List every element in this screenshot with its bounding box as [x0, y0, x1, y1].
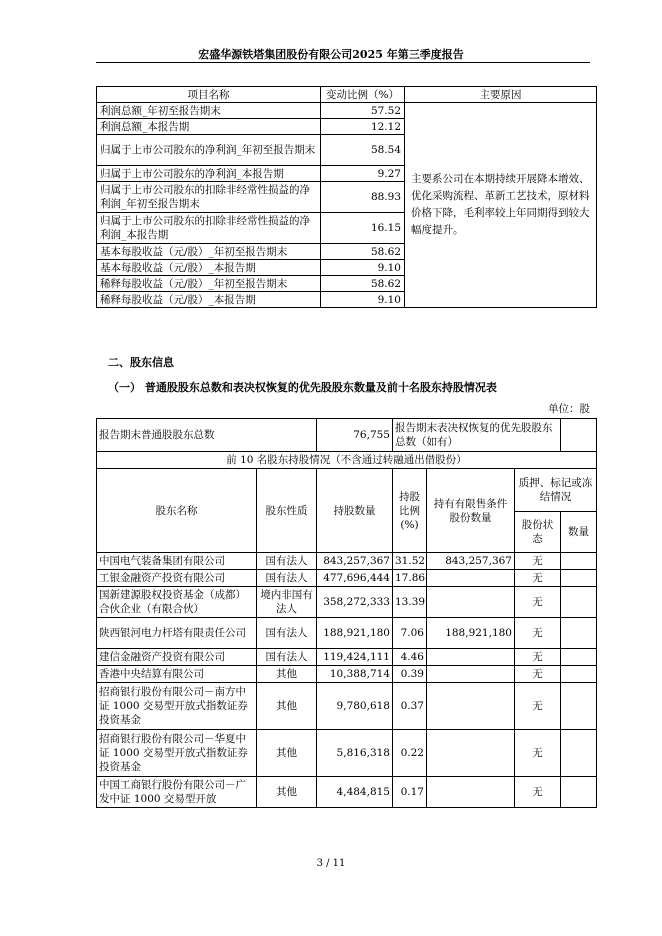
holder-restricted: 843,257,367 — [427, 553, 515, 570]
holder-name: 招商银行股份有限公司－华夏中证 1000 交易型开放式指数证券投资基金 — [97, 730, 257, 777]
holder-shares: 358,272,333 — [317, 587, 393, 618]
holder-shares: 188,921,180 — [317, 618, 393, 649]
ratio-cell: 16.15 — [321, 213, 405, 244]
holder-pledge-status: 无 — [515, 730, 561, 777]
holder-name: 中国工商银行股份有限公司－广发中证 1000 交易型开放 — [97, 777, 257, 808]
holder-nature: 其他 — [257, 683, 317, 730]
holder-restricted — [427, 730, 515, 777]
holder-restricted — [427, 649, 515, 666]
holder-ratio: 31.52 — [393, 553, 427, 570]
holder-restricted — [427, 666, 515, 683]
main-reason-cell: 主要系公司在本期持续开展降本增效、优化采购流程、革新工艺技术，原材料价格下降，毛利率较上年同期得到较大幅度提升。 — [405, 103, 597, 308]
ratio-cell: 9.27 — [321, 166, 405, 182]
header-cell: 股份状态 — [515, 512, 561, 553]
holder-pledge-qty — [561, 618, 597, 649]
table-header-row — [97, 469, 597, 512]
holder-nature: 国有法人 — [257, 553, 317, 570]
header-cell: 股东名称 — [97, 469, 257, 553]
ratio-cell: 57.52 — [321, 103, 405, 119]
holder-pledge-qty — [561, 666, 597, 683]
report-header-title: 宏盛华源铁塔集团股份有限公司2025 年第三季度报告 — [198, 48, 464, 61]
item-cell: 归属于上市公司股东的净利润_年初至报告期末 — [97, 135, 321, 166]
ratio-cell: 9.10 — [321, 260, 405, 276]
item-cell: 稀释每股收益（元/股）_年初至报告期末 — [97, 276, 321, 292]
table-row — [97, 618, 597, 649]
item-cell: 利润总额_本报告期 — [97, 119, 321, 135]
header-cell: 数量 — [561, 512, 597, 553]
holder-name: 陕西银河电力杆塔有限责任公司 — [97, 618, 257, 649]
holder-shares: 843,257,367 — [317, 553, 393, 570]
holder-pledge-status: 无 — [515, 553, 561, 570]
header-cell: 持股数量 — [317, 469, 393, 553]
header-cell: 持股比例(%) — [393, 469, 427, 553]
holder-ratio: 13.39 — [393, 587, 427, 618]
item-cell: 归属于上市公司股东的扣除非经常性损益的净利润_本报告期 — [97, 213, 321, 244]
header-cell: 质押、标记或冻结情况 — [515, 469, 597, 512]
ratio-cell: 88.93 — [321, 182, 405, 213]
ratio-cell: 12.12 — [321, 119, 405, 135]
page-number: 3 / 11 — [316, 858, 346, 869]
holder-ratio: 0.17 — [393, 777, 427, 808]
holder-shares: 10,388,714 — [317, 666, 393, 683]
holder-nature: 其他 — [257, 730, 317, 777]
total-holders-value: 76,755 — [317, 419, 393, 452]
holder-nature: 其他 — [257, 777, 317, 808]
holder-pledge-status: 无 — [515, 777, 561, 808]
ratio-cell: 58.62 — [321, 276, 405, 292]
header-cell: 项目名称 — [97, 87, 321, 103]
unit-label: 单位：股 — [548, 403, 590, 415]
total-holders-row — [97, 419, 597, 452]
holder-nature: 国有法人 — [257, 649, 317, 666]
holder-pledge-qty — [561, 777, 597, 808]
header-cell: 主要原因 — [405, 87, 597, 103]
top10-caption-row — [97, 452, 597, 469]
holder-restricted — [427, 777, 515, 808]
item-cell: 基本每股收益（元/股）_年初至报告期末 — [97, 244, 321, 260]
header-cell: 变动比例（%） — [321, 87, 405, 103]
top10-caption: 前 10 名股东持股情况（不含通过转融通出借股份） — [97, 452, 597, 469]
section-title: 二、股东信息 — [108, 356, 174, 369]
section-subtitle: （一） 普通股股东总数和表决权恢复的优先股股东数量及前十名股东持股情况表 — [108, 381, 497, 394]
holder-pledge-qty — [561, 683, 597, 730]
holder-pledge-status: 无 — [515, 666, 561, 683]
table-row — [97, 553, 597, 570]
holder-restricted — [427, 570, 515, 587]
table-row — [97, 730, 597, 777]
holder-pledge-status: 无 — [515, 570, 561, 587]
table-row — [97, 777, 597, 808]
table-row — [97, 570, 597, 587]
holder-pledge-qty — [561, 649, 597, 666]
ratio-cell: 58.62 — [321, 244, 405, 260]
preferred-holders-label: 报告期末表决权恢复的优先股股东总数（如有） — [393, 419, 561, 452]
total-holders-label: 报告期末普通股股东总数 — [97, 419, 317, 452]
holder-pledge-status: 无 — [515, 649, 561, 666]
holder-name: 国新建源股权投资基金（成都）合伙企业（有限合伙） — [97, 587, 257, 618]
header-divider — [96, 62, 590, 63]
holder-shares: 4,484,815 — [317, 777, 393, 808]
item-cell: 归属于上市公司股东的扣除非经常性损益的净利润_年初至报告期末 — [97, 182, 321, 213]
holder-ratio: 0.39 — [393, 666, 427, 683]
holder-ratio: 4.46 — [393, 649, 427, 666]
holder-shares: 477,696,444 — [317, 570, 393, 587]
holder-pledge-qty — [561, 587, 597, 618]
change-ratio-table — [96, 86, 597, 308]
holder-nature: 国有法人 — [257, 618, 317, 649]
holder-pledge-qty — [561, 570, 597, 587]
holder-name: 建信金融资产投资有限公司 — [97, 649, 257, 666]
holder-restricted — [427, 683, 515, 730]
item-cell: 基本每股收益（元/股）_本报告期 — [97, 260, 321, 276]
holder-pledge-status: 无 — [515, 618, 561, 649]
holder-ratio: 0.22 — [393, 730, 427, 777]
holder-shares: 5,816,318 — [317, 730, 393, 777]
holder-restricted — [427, 587, 515, 618]
holder-name: 香港中央结算有限公司 — [97, 666, 257, 683]
holder-nature: 境内非国有法人 — [257, 587, 317, 618]
holder-pledge-qty — [561, 553, 597, 570]
table-row — [97, 587, 597, 618]
holder-name: 招商银行股份有限公司－南方中证 1000 交易型开放式指数证券投资基金 — [97, 683, 257, 730]
holder-ratio: 7.06 — [393, 618, 427, 649]
holder-shares: 119,424,111 — [317, 649, 393, 666]
holder-ratio: 17.86 — [393, 570, 427, 587]
holder-name: 中国电气装备集团有限公司 — [97, 553, 257, 570]
holder-pledge-qty — [561, 730, 597, 777]
preferred-holders-value — [561, 419, 597, 452]
item-cell: 归属于上市公司股东的净利润_本报告期 — [97, 166, 321, 182]
holder-restricted: 188,921,180 — [427, 618, 515, 649]
ratio-cell: 58.54 — [321, 135, 405, 166]
item-cell: 利润总额_年初至报告期末 — [97, 103, 321, 119]
holder-shares: 9,780,618 — [317, 683, 393, 730]
holder-nature: 其他 — [257, 666, 317, 683]
header-cell: 持有有限售条件股份数量 — [427, 469, 515, 553]
table-row — [97, 649, 597, 666]
table-row — [97, 666, 597, 683]
ratio-cell: 9.10 — [321, 292, 405, 308]
holder-pledge-status: 无 — [515, 683, 561, 730]
header-cell: 股东性质 — [257, 469, 317, 553]
table-header-row — [97, 87, 597, 103]
holder-name: 工银金融资产投资有限公司 — [97, 570, 257, 587]
table-row — [97, 103, 597, 119]
item-cell: 稀释每股收益（元/股）_本报告期 — [97, 292, 321, 308]
holder-nature: 国有法人 — [257, 570, 317, 587]
holder-pledge-status: 无 — [515, 587, 561, 618]
shareholder-table — [96, 418, 597, 808]
table-row — [97, 683, 597, 730]
holder-ratio: 0.37 — [393, 683, 427, 730]
